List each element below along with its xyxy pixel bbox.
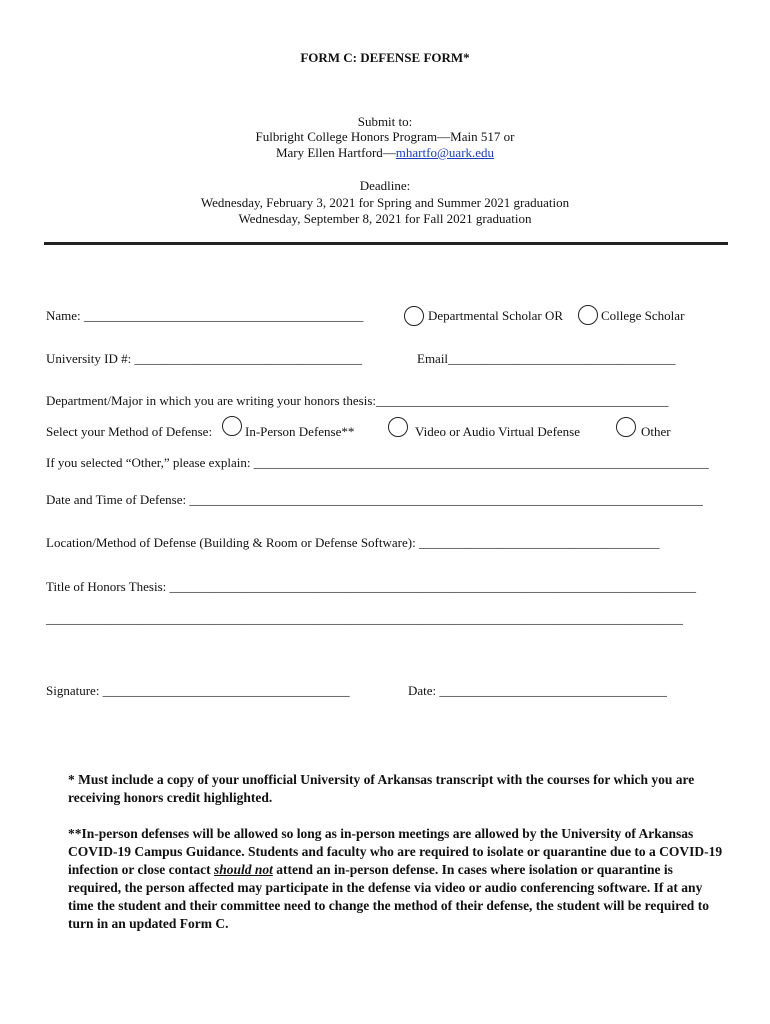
deadline-line-2: Wednesday, September 8, 2021 for Fall 2021 graduation xyxy=(238,211,532,226)
thesis-title-field[interactable]: Title of Honors Thesis: _________________________________________________________________________________ xyxy=(46,579,697,594)
header-divider xyxy=(44,242,728,245)
date-time-field[interactable]: Date and Time of Defense: _______________________________________________________________________________ xyxy=(46,492,703,507)
in-person-note-text xyxy=(68,825,728,933)
virtual-defense-radio[interactable] xyxy=(388,417,408,437)
in-person-note-part-2: attend an in-person defense. In cases where isolation or quarantine is required, the person affected may participate in the defense via video or audio conferencing software. If at any time the student and their committee need to change the method of their defense, the student will be required to turn in an updated Form C. xyxy=(68,862,709,931)
other-method-radio[interactable] xyxy=(616,417,636,437)
deadline-line-1: Wednesday, February 3, 2021 for Spring and Summer 2021 graduation xyxy=(200,195,570,210)
deadline-label: Deadline: xyxy=(359,178,411,193)
submit-contact-name: Mary Ellen Hartford— xyxy=(275,145,396,160)
submit-line-1: Fulbright College Honors Program—Main 517 or xyxy=(255,129,515,144)
in-person-note xyxy=(68,825,728,933)
name-field[interactable]: Name: ___________________________________________ xyxy=(46,308,364,323)
transcript-note xyxy=(68,771,728,807)
location-field[interactable]: Location/Method of Defense (Building & Room or Defense Software): _____________________________________ xyxy=(46,535,660,550)
university-id-field[interactable]: University ID #: ___________________________________ xyxy=(46,351,362,366)
submit-email-link[interactable]: mhartfo@uark.edu xyxy=(395,145,495,160)
transcript-note-text: * Must include a copy of your unofficial University of Arkansas transcript with the courses for which you are receiving honors credit highlighted. xyxy=(68,772,695,805)
in-person-label: In-Person Defense** xyxy=(245,424,355,439)
should-not-emphasis: should not xyxy=(213,862,273,877)
departmental-scholar-label: Departmental Scholar OR xyxy=(428,308,564,323)
submit-to-label: Submit to: xyxy=(357,114,413,129)
departmental-scholar-radio[interactable] xyxy=(404,306,424,326)
email-field[interactable]: Email___________________________________ xyxy=(417,351,676,366)
date-field[interactable]: Date: ___________________________________ xyxy=(408,683,667,698)
signature-field[interactable]: Signature: ______________________________________ xyxy=(46,683,350,698)
other-explain-field[interactable]: If you selected “Other,” please explain: ______________________________________________________________________ xyxy=(46,455,709,470)
other-method-label: Other xyxy=(641,424,671,439)
college-scholar-label: College Scholar xyxy=(601,308,685,323)
submit-line-2 xyxy=(0,145,770,161)
college-scholar-radio[interactable] xyxy=(578,305,598,325)
in-person-radio[interactable] xyxy=(222,416,242,436)
form-title: FORM C: DEFENSE FORM* xyxy=(300,50,470,65)
department-field[interactable]: Department/Major in which you are writing your honors thesis:_____________________________________________ xyxy=(46,393,669,408)
virtual-defense-label: Video or Audio Virtual Defense xyxy=(415,424,580,439)
method-label: Select your Method of Defense: xyxy=(46,424,213,439)
thesis-title-continuation[interactable]: __________________________________________________________________________________________________ xyxy=(46,611,683,626)
in-person-note-part-1: **In-person defenses will be allowed so long as in-person meetings are allowed by the University of Arkansas COVID-19 Campus Guidance. Students and faculty who are required to isolate or quarantine due to a COVID-19 infection or close contact xyxy=(68,826,723,877)
